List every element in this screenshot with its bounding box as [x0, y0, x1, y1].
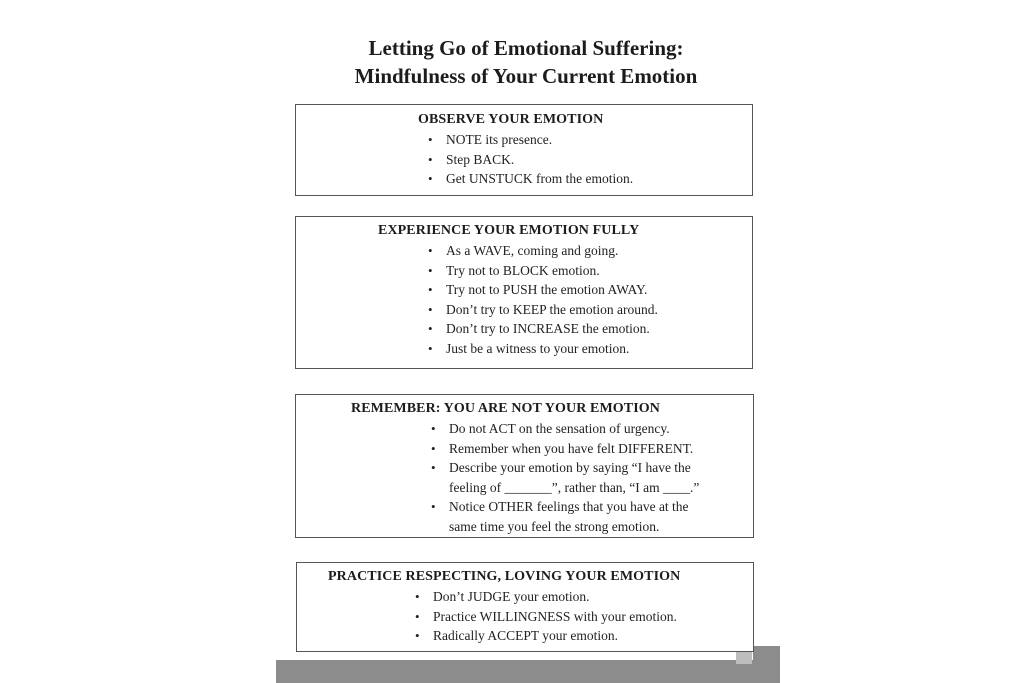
list-item — [431, 497, 699, 536]
section-heading: PRACTICE RESPECTING, LOVING YOUR EMOTION — [328, 569, 681, 584]
section-experience — [295, 216, 753, 369]
section-observe — [295, 104, 753, 196]
list-item-line: Notice OTHER feelings that you have at the — [449, 499, 689, 514]
bullet-list — [415, 587, 677, 646]
page-corner — [736, 650, 752, 664]
section-heading: OBSERVE YOUR EMOTION — [418, 112, 604, 127]
page-shadow-edge — [753, 646, 780, 683]
list-item: • Don’t try to KEEP the emotion around. — [428, 300, 658, 320]
list-item: • Just be a witness to your emotion. — [428, 339, 658, 359]
list-item-line: same time you feel the strong emotion. — [449, 518, 660, 534]
list-item-line: Describe your emotion by saying “I have the — [449, 460, 691, 475]
list-item — [431, 458, 699, 497]
bullet-list — [431, 419, 699, 536]
section-heading: EXPERIENCE YOUR EMOTION FULLY — [378, 223, 640, 238]
list-item: • NOTE its presence. — [428, 130, 633, 150]
list-item: • Practice WILLINGNESS with your emotion. — [415, 607, 677, 627]
list-item: • Step BACK. — [428, 150, 633, 170]
list-item: • Don’t JUDGE your emotion. — [415, 587, 677, 607]
list-item: • As a WAVE, coming and going. — [428, 241, 658, 261]
section-practice — [296, 562, 754, 652]
title-line-1: Letting Go of Emotional Suffering: — [368, 36, 684, 60]
list-item: • Do not ACT on the sensation of urgency. — [431, 419, 699, 439]
list-item: • Try not to PUSH the emotion AWAY. — [428, 280, 658, 300]
bullet-list — [428, 241, 658, 358]
document-title — [296, 34, 756, 90]
list-item-line: feeling of _______”, rather than, “I am ____.” — [449, 479, 700, 495]
list-item: • Try not to BLOCK emotion. — [428, 261, 658, 281]
list-item: • Get UNSTUCK from the emotion. — [428, 169, 633, 189]
list-item: • Remember when you have felt DIFFERENT. — [431, 439, 699, 459]
section-remember — [295, 394, 754, 538]
title-line-2: Mindfulness of Your Current Emotion — [354, 64, 698, 88]
bullet-list — [428, 130, 633, 189]
list-item: • Don’t try to INCREASE the emotion. — [428, 319, 658, 339]
section-heading: REMEMBER: YOU ARE NOT YOUR EMOTION — [351, 401, 660, 416]
list-item: • Radically ACCEPT your emotion. — [415, 626, 677, 646]
